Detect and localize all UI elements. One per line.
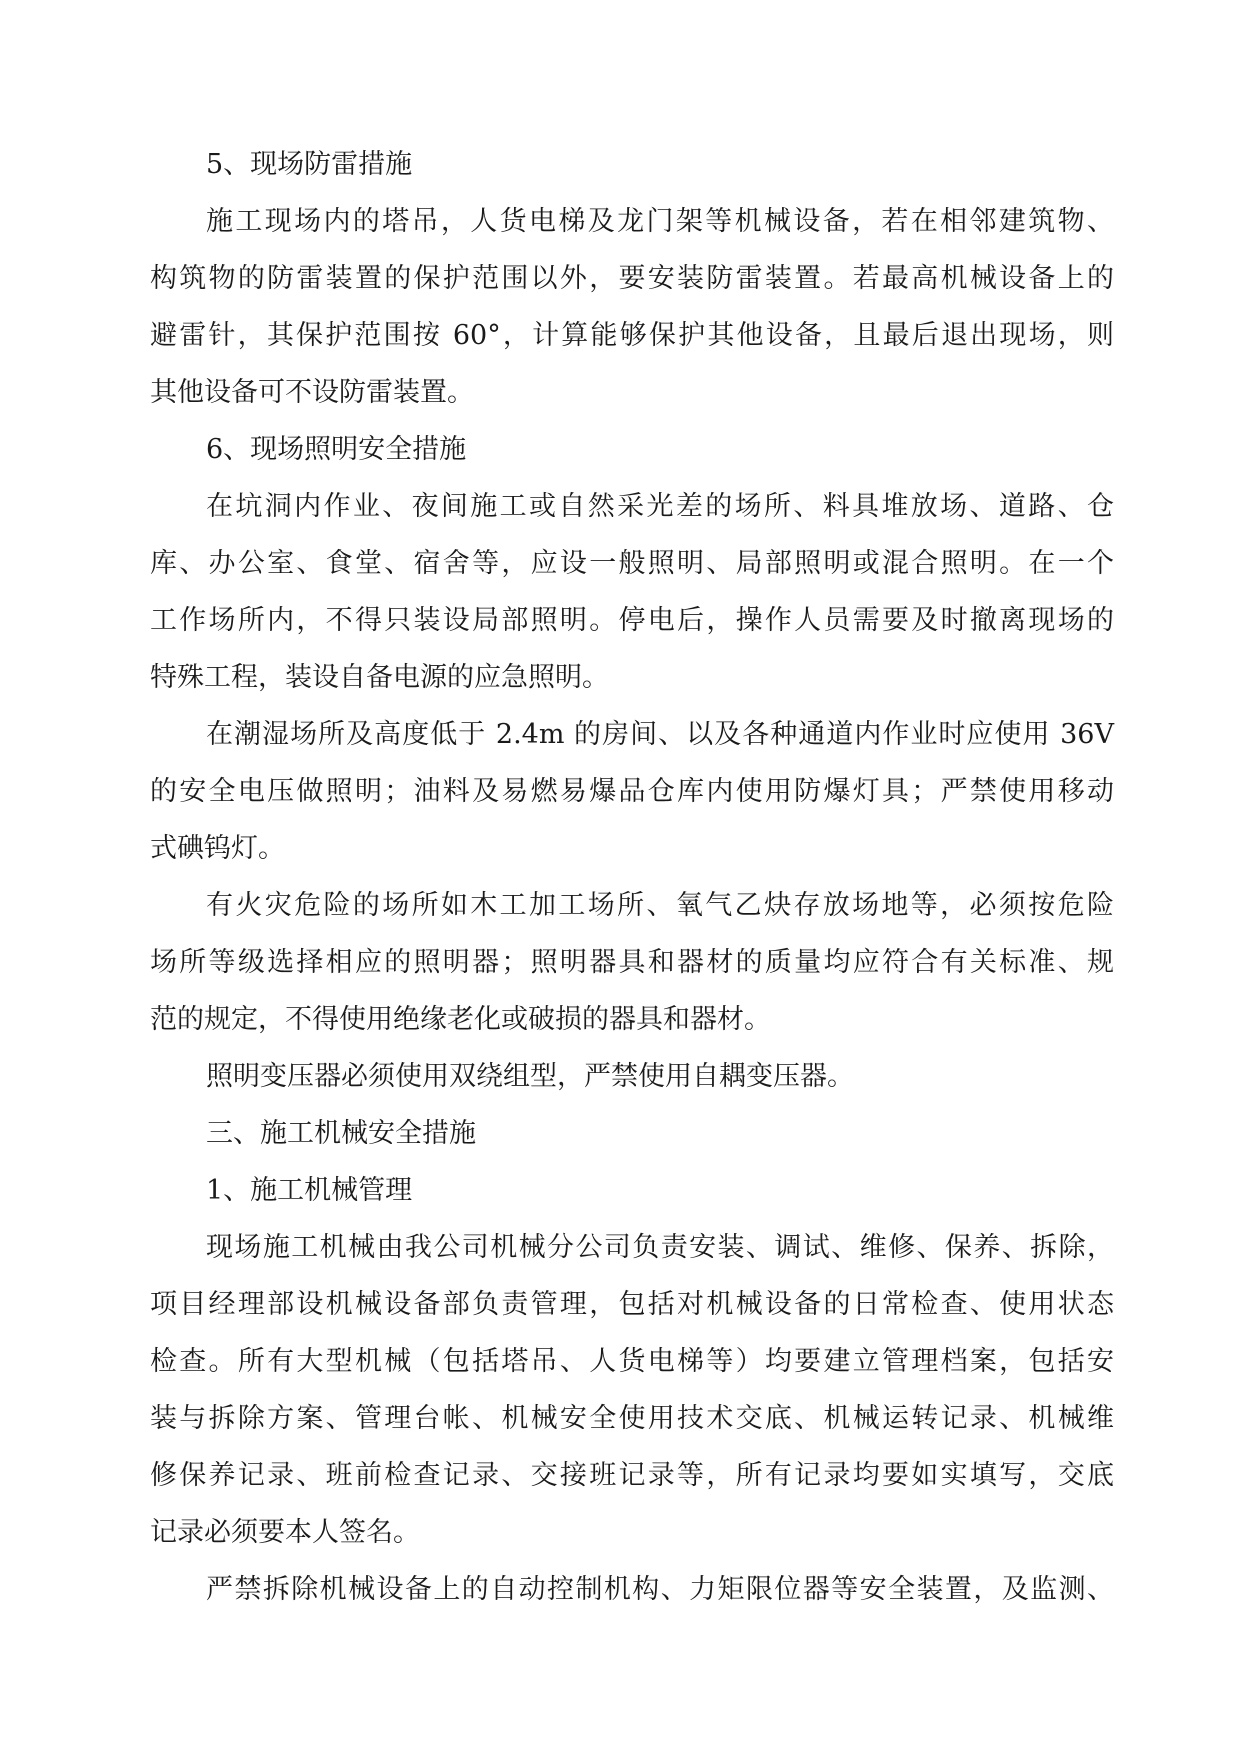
paragraph	[150, 877, 1114, 1048]
text-line: 三、施工机械安全措施	[206, 1118, 476, 1149]
text-line: 式碘钨灯。	[150, 833, 285, 864]
text-line: 构筑物的防雷装置的保护范围以外，要安装防雷装置。若最高机械设备上的	[150, 263, 1114, 294]
text-line: 在坑洞内作业、夜间施工或自然采光差的场所、料具堆放场、道路、仓	[206, 491, 1114, 522]
text-line: 记录必须要本人签名。	[150, 1517, 420, 1548]
paragraph	[150, 1048, 1114, 1105]
text-line: 其他设备可不设防雷装置。	[150, 377, 474, 408]
paragraph	[150, 478, 1114, 706]
section-heading	[150, 1105, 1114, 1162]
paragraph	[150, 706, 1114, 877]
paragraph	[150, 1219, 1114, 1561]
section-heading	[150, 421, 1114, 478]
text-line: 场所等级选择相应的照明器；照明器具和器材的质量均应符合有关标准、规	[150, 947, 1114, 978]
text-line: 避雷针，其保护范围按 60°，计算能够保护其他设备，且最后退出现场，则	[150, 320, 1114, 351]
paragraph	[150, 193, 1114, 421]
text-line: 有火灾危险的场所如木工加工场所、氧气乙炔存放场地等，必须按危险	[206, 890, 1114, 921]
text-line: 检查。所有大型机械（包括塔吊、人货电梯等）均要建立管理档案，包括安	[150, 1346, 1114, 1377]
text-line: 照明变压器必须使用双绕组型，严禁使用自耦变压器。	[206, 1061, 854, 1092]
text-line: 范的规定，不得使用绝缘老化或破损的器具和器材。	[150, 1004, 771, 1035]
text-line: 库、办公室、食堂、宿舍等，应设一般照明、局部照明或混合照明。在一个	[150, 548, 1114, 579]
text-line: 6、现场照明安全措施	[206, 434, 467, 465]
document-page	[150, 136, 1114, 1618]
text-line: 现场施工机械由我公司机械分公司负责安装、调试、维修、保养、拆除，	[206, 1232, 1114, 1263]
section-heading	[150, 136, 1114, 193]
text-line: 装与拆除方案、管理台帐、机械安全使用技术交底、机械运转记录、机械维	[150, 1403, 1114, 1434]
subsection-heading	[150, 1162, 1114, 1219]
text-line: 项目经理部设机械设备部负责管理，包括对机械设备的日常检查、使用状态	[150, 1289, 1114, 1320]
paragraph	[150, 1561, 1114, 1618]
text-line: 严禁拆除机械设备上的自动控制机构、力矩限位器等安全装置，及监测、	[206, 1574, 1114, 1605]
text-line: 5、现场防雷措施	[206, 149, 413, 180]
text-line: 1、施工机械管理	[206, 1175, 413, 1206]
text-line: 的安全电压做照明；油料及易燃易爆品仓库内使用防爆灯具；严禁使用移动	[150, 776, 1114, 807]
text-line: 工作场所内，不得只装设局部照明。停电后，操作人员需要及时撤离现场的	[150, 605, 1114, 636]
text-line: 修保养记录、班前检查记录、交接班记录等，所有记录均要如实填写，交底	[150, 1460, 1114, 1491]
text-line: 施工现场内的塔吊，人货电梯及龙门架等机械设备，若在相邻建筑物、	[206, 206, 1114, 237]
text-line: 在潮湿场所及高度低于 2.4m 的房间、以及各种通道内作业时应使用 36V	[206, 719, 1114, 750]
text-line: 特殊工程，装设自备电源的应急照明。	[150, 662, 609, 693]
